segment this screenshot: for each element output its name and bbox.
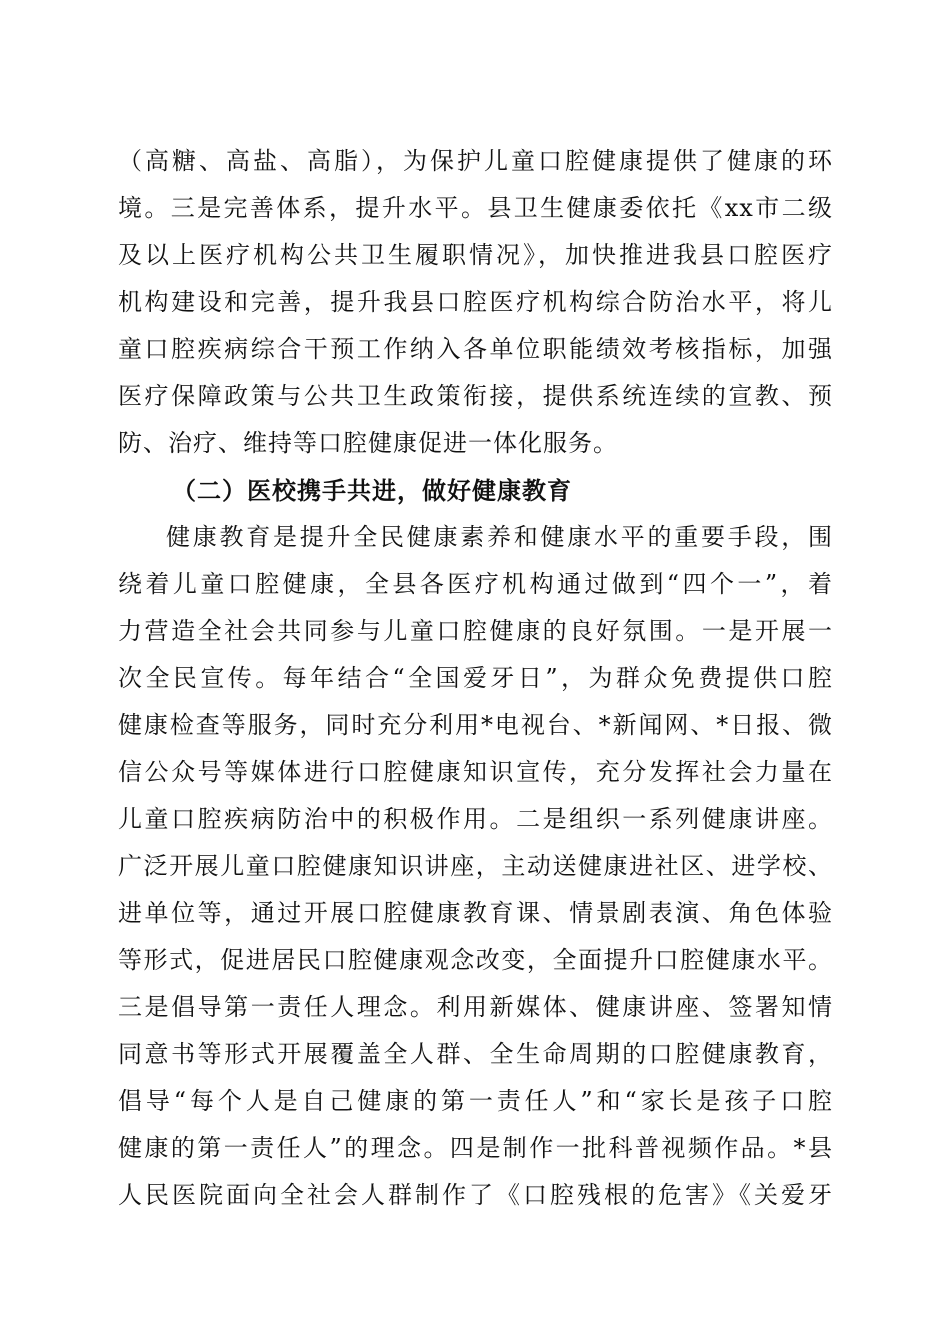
text-line-20: 同意书等形式开展覆盖全人群、全生命周期的口腔健康教育， bbox=[118, 1040, 833, 1068]
body-text bbox=[118, 138, 833, 1219]
text-line-18: 等形式，促进居民口腔健康观念改变，全面提升口腔健康水平。 bbox=[118, 946, 833, 974]
text-line-7: 防、治疗、维持等口腔健康促进一体化服务。 bbox=[118, 429, 618, 457]
text-line-19: 三是倡导第一责任人理念。利用新媒体、健康讲座、签署知情 bbox=[118, 993, 833, 1021]
section-heading: （二）医校携手共进，做好健康教育 bbox=[172, 476, 572, 505]
text-line-22: 健康的第一责任人”的理念。四是制作一批科普视频作品。*县 bbox=[118, 1134, 833, 1162]
text-line-23: 人民医院面向全社会人群制作了《口腔残根的危害》《关爱牙 bbox=[118, 1181, 833, 1209]
text-line-14: 信公众号等媒体进行口腔健康知识宣传，充分发挥社会力量在 bbox=[118, 758, 833, 786]
text-line-6: 医疗保障政策与公共卫生政策衔接，提供系统连续的宣教、预 bbox=[118, 382, 833, 410]
text-line-21: 倡导“每个人是自己健康的第一责任人”和“家长是孩子口腔 bbox=[118, 1087, 833, 1115]
text-line-5: 童口腔疾病综合干预工作纳入各单位职能绩效考核指标，加强 bbox=[118, 335, 833, 363]
text-line-13: 健康检查等服务，同时充分利用*电视台、*新闻网、*日报、微 bbox=[118, 711, 833, 739]
text-line-2: 境。三是完善体系，提升水平。县卫生健康委依托《xx市二级 bbox=[118, 194, 833, 222]
text-line-12: 次全民宣传。每年结合“全国爱牙日”，为群众免费提供口腔 bbox=[118, 664, 833, 692]
text-line-11: 力营造全社会共同参与儿童口腔健康的良好氛围。一是开展一 bbox=[118, 617, 833, 645]
text-line-17: 进单位等，通过开展口腔健康教育课、情景剧表演、角色体验 bbox=[118, 899, 833, 927]
paragraph-start: 健康教育是提升全民健康素养和健康水平的重要手段，围 bbox=[166, 523, 833, 551]
text-line-10: 绕着儿童口腔健康，全县各医疗机构通过做到“四个一”，着 bbox=[118, 570, 833, 598]
text-line-1: （高糖、高盐、高脂），为保护儿童口腔健康提供了健康的环 bbox=[118, 147, 833, 175]
text-line-16: 广泛开展儿童口腔健康知识讲座，主动送健康进社区、进学校、 bbox=[118, 852, 833, 880]
text-line-3: 及以上医疗机构公共卫生履职情况》，加快推进我县口腔医疗 bbox=[118, 241, 833, 269]
text-line-15: 儿童口腔疾病防治中的积极作用。二是组织一系列健康讲座。 bbox=[118, 805, 833, 833]
text-line-4: 机构建设和完善，提升我县口腔医疗机构综合防治水平，将儿 bbox=[118, 288, 833, 316]
